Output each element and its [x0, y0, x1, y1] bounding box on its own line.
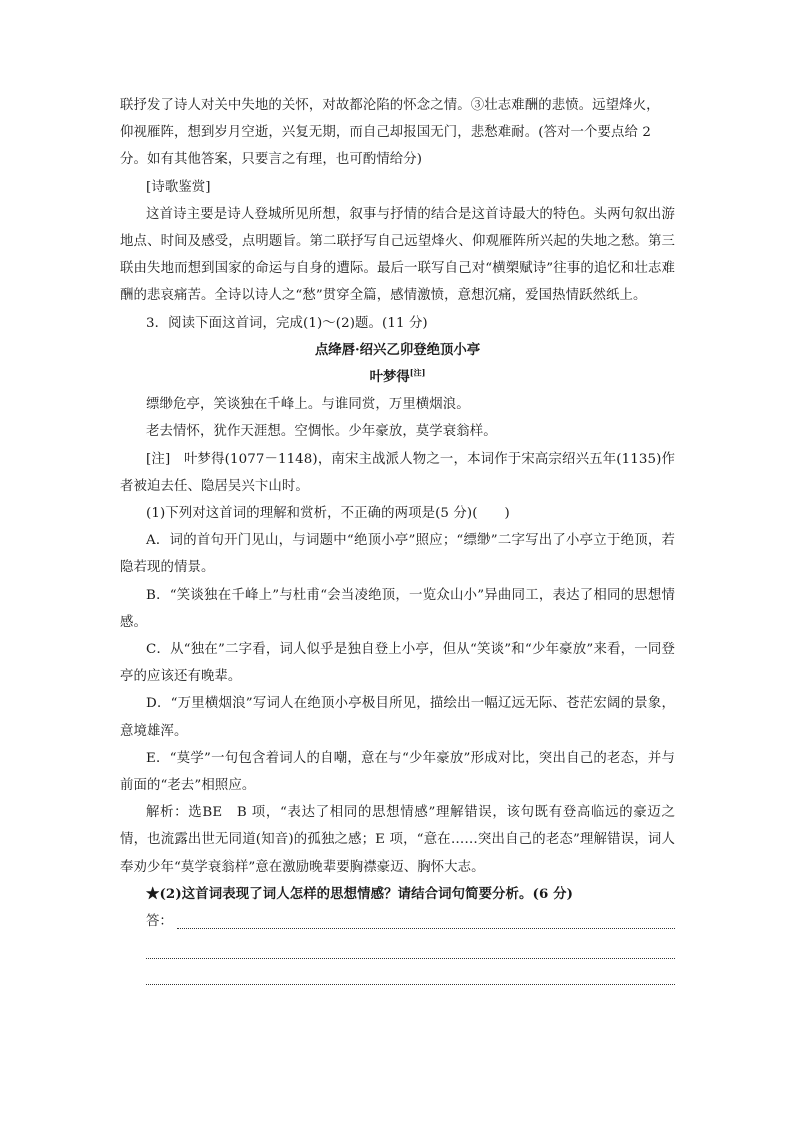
- option-e: E．“莫学”一句包含着词人的自嘲，意在与“少年豪放”形成对比，突出自己的老态，并与前面的“老去”相照应。: [120, 750, 675, 794]
- prev-answer-line-3: 分。如有其他答案，只要言之有理，也可酌情给分): [120, 152, 423, 168]
- poem-line-1: 缥缈危亭，笑谈独在千峰上。与谁同赏，万里横烟浪。: [146, 397, 470, 413]
- note-text: 叶梦得(1077－1148)，南宋主战派人物之一，本词作于宋高宗绍兴五年(1135)作者被迫去任、隐居吴兴卞山时。: [120, 451, 675, 494]
- poem-author: 叶梦得: [369, 369, 410, 386]
- poem-title: 点绛唇·绍兴乙卯登绝顶小亭: [314, 341, 481, 358]
- prev-answer-line-1: 联抒发了诗人对关中失地的关怀，对故都沦陷的怀念之情。③壮志难酬的悲愤。远望烽火，: [120, 98, 660, 113]
- answer-line-2[interactable]: [146, 934, 675, 960]
- option-d: D．“万里横烟浪”写词人在绝顶小亭极目所见，描绘出一幅辽远无际、苍茫宏阔的景象，意境雄浑。: [120, 696, 675, 739]
- appreciation-paragraph: 这首诗主要是诗人登城所见所想，叙事与抒情的结合是这首诗最大的特色。头两句叙出游地点、时间及感受，点明题旨。第二联抒写自己远望烽火、仰观雁阵所兴起的失地之愁。第三联由失地而想到国家的命运与自身的遭际。最后一联写自己对“横槊赋诗”往事的追忆和壮志难酬的悲哀痛苦。全诗以诗人之“愁”贯穿全篇，感情激愤，意想沉痛，爱国热情跃然纸上。: [120, 206, 675, 304]
- question-2-stem: ★(2)这首词表现了词人怎样的思想情感？请结合词句简要分析。(6 分): [146, 885, 574, 902]
- page-content: [120, 92, 675, 985]
- answer-line-1[interactable]: [120, 908, 675, 934]
- analysis-paragraph: 解析：选BE B 项，“表达了相同的思想情感”理解错误，该句既有登高临远的豪迈之情，也流露出世无同道(知音)的孤独之感；E 项，“意在……突出自己的老态”理解错误，词人奉劝少年“莫学衰翁样”意在激励晚辈要胸襟豪迈、胸怀大志。: [120, 805, 675, 875]
- prev-answer-line-2: 仰视雁阵，想到岁月空逝，兴复无期，而自己却报国无门，悲愁难耐。(答对一个要点给 2: [120, 125, 651, 141]
- question-1-stem: (1)下列对这首词的理解和赏析，不正确的两项是(5 分)( ): [146, 506, 510, 522]
- answer-label: 答：: [146, 913, 173, 929]
- poem-note: [120, 446, 675, 500]
- question-3-intro: 3．阅读下面这首词，完成(1)～(2)题。(11 分): [146, 315, 428, 331]
- answer-dotted-line: [177, 928, 675, 929]
- note-label: [注]: [146, 451, 171, 467]
- option-c: C．从“独在”二字看，词人似乎是独自登上小亭，但从“笑谈”和“少年豪放”来看，一同登亭的应该还有晚辈。: [120, 642, 675, 685]
- section-label-poetry-appreciation: [诗歌鉴赏]: [146, 179, 211, 195]
- answer-line-3[interactable]: [146, 959, 675, 985]
- poem-author-note-mark: [注]: [409, 367, 426, 378]
- poem-author-line: [120, 364, 675, 391]
- poem-line-2: 老去情怀，犹作天涯想。空惆怅。少年豪放，莫学衰翁样。: [146, 424, 497, 440]
- option-b: B．“笑谈独在千峰上”与杜甫“会当凌绝顶，一览众山小”异曲同工，表达了相同的思想情感。: [120, 587, 675, 630]
- option-a: A．词的首句开门见山，与词题中“绝顶小亭”照应；“缥缈”二字写出了小亭立于绝顶，若隐若现的情景。: [120, 533, 675, 576]
